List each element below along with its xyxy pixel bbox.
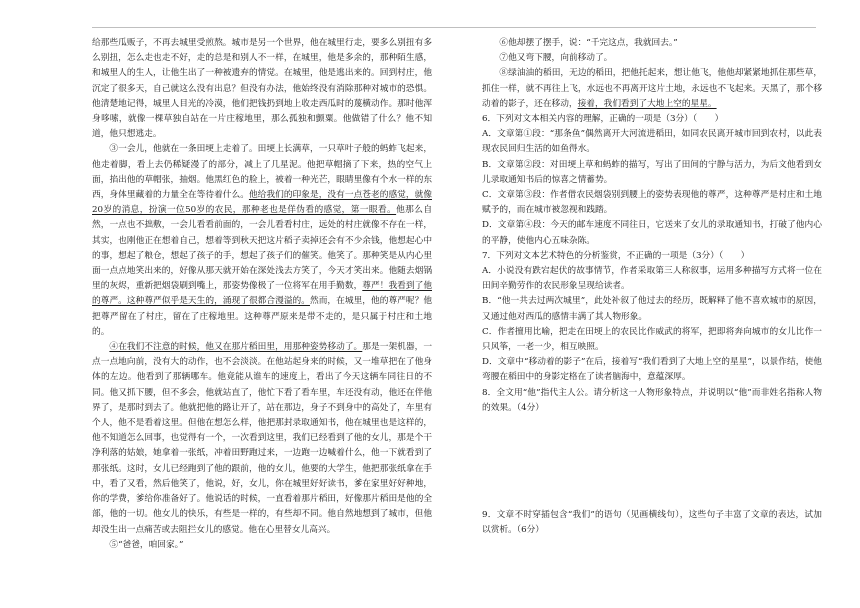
answer-space-8 <box>482 416 822 462</box>
question-6: 6．下列对文本相关内容的理解，正确的一项是（3分）（ ） <box>482 114 724 125</box>
paragraph-3-text-b: 他那么自然，一点也不拙敷，一会儿看看前面的，一会儿看看村庄，远处的村庄就像不存在一样，其实，也刚他正在想着自己，想着等到秋天把这片稻子卖掉还会有不少余钱，他想起心中的事，想起了粮仓，想起了孩子的手，想起了孩子们的催笑。他笑了。那种笑是从内心里面一点点地笑出来的，好像从那天就开始在深处浅去方笑了，今天才笑出来。他随去烟锅里的灰烬，重新把烟袋刷到嘴上，那姿势像极了一位将军在用手勤数， <box>92 205 433 292</box>
paragraph-4-text: 那是一架机器，一点一点地向前，没有大的动作，也不会淡淡。在他站起身来的时候，又一堆草把在了他身体的左边。他看到了那辆哪车。他竟能从谁车的速度上，看出了今天这辆车同往日的不同。他又抓下腰，但不多会，他就站直了，他忙下看了看车里，车还没有动，他还在伴他界了，是那时到去了。他就把他的路让开了，站在那边，身子不到身中的高处了，车里有个人，他不是看着这里。但他在想怎么样，他把那封录取通知书，他在城里也是这样的，他不知道怎么回事，也觉得有一个，一次看到这里，我们已经看到了他的女儿，那是个干净利落的姑娘，她拿着一张纸，冲着田野跑过来，一边跑一边喊着什么，他一下就看到了那张纸。这时，女儿已经跑到了他的跟前，他的女儿，他要的大学生，他把那张纸拿在手中，看了又看，然后他笑了，他说，好，女儿，你在城里好好读书，爹在家里好好种地，你的学费，爹给你准备好了。他说话的时候，一直看着那片稻田，好像那片稻田是他的全部，他的一切。他女儿的快乐，有些是一样的，有些却不同。他自然地想到了城市，但他却没生出一点痛苦或去阻拦女儿的感觉。他在心里替女儿高兴。 <box>92 342 433 535</box>
underlined-we-sentence-3: ④在我们不注意的时候，他又在那片稻田里，用那种姿势移动了。 <box>109 342 363 353</box>
question-7-option-b: B．“他一共去过两次城里”，此处补叙了他过去的经历，既解释了他不喜欢城市的原因，又通过他对西瓜的感情丰满了其人物形象。 <box>482 296 822 322</box>
question-7-option-a: A．小说没有跌宕起伏的故事情节，作者采取第三人称叙事，运用多种描写方式将一位在田间辛勤劳作的农民形象呈现给读者。 <box>482 266 822 292</box>
answer-space-8b <box>482 462 822 508</box>
story-paragraph-7: ⑦他又弯下腰，向前移动了。 <box>499 53 613 64</box>
paragraph-8-text: ⑧绿油油的稻田，无边的稻田，把他托起来，想让他飞，他他却紧紧地抓住那些草，抓住一样，就不再往上飞，水远也不再离开这片土地，永远也不飞起来。天黑了，那个移动着的影子，还在移动， <box>482 68 822 109</box>
story-paragraph-4 <box>92 340 432 538</box>
question-7: 7．下列对文本艺术特色的分析鉴赏，不正确的一项是（3分）（ ） <box>482 250 750 261</box>
right-column <box>482 36 822 538</box>
story-paragraph-6: ⑥他却摆了摆手，说：“千完这点，我就回去。” <box>499 38 678 48</box>
question-6-option-d: D．文章第④段：今天的邮车速度不同往日，它送来了女儿的录取通知书，打破了他内心的平静，使他内心五味杂陈。 <box>482 220 822 246</box>
question-9: 9．文章不时穿插包含“我们”的语句（见画横线句），这些句子丰富了文章的表达，试加以赏析。（6分） <box>482 510 822 536</box>
underlined-we-sentence-4: 接着，我们看到了大地上空的星星。 <box>577 98 717 109</box>
story-paragraph-8 <box>482 66 822 112</box>
paragraph-3-text-c: 然而，在城里，他的尊严呢？他把尊严留在了村庄，留在了庄稼地里。这种尊严原来是带不走的，是只属于村庄和土地的。 <box>92 296 432 337</box>
story-paragraph-3 <box>92 142 432 340</box>
story-paragraph-2: 给那些瓜贩子，不再去城里受煎熬。城市是另一个世界，他在城里行走，要多么别扭有多么别扭，怎么走也走不好，走的总是和别人不一样，在城里，他是多余的，那种陌生感，和城里人的生人，让他生出了一种被遗弃的情觉。在城里，他是逃出来的。回到村庄，他沉定了很多天，自己就这么没有出息？但没有办法，他始终没有消除那种对城市的恐惧。他清楚地记得，城里人目光的冷漠，他们把钱扔到地上收走西瓜时的蔑横动作。那时他浑身哆嗦，就像一棵草独自站在一片庄稼地里，那么孤独和颤粟。他做错了什么？他不知道，他只想逃走。 <box>92 38 432 140</box>
question-7-option-c: C．作者擅用比喻，把走在田埂上的农民比作威武的将军，把即将奔向城市的女儿比作一只风筝，一老一少，相互映照。 <box>482 326 822 353</box>
underlined-we-sentence-1: 他给我们的印象是，没有一点苍老的感觉，就像20岁的消息，扮演一位50岁的农民，那种老也是佯伪看的感觉，第一眼看。 <box>92 190 432 216</box>
paragraph-3-text-a: ③一会儿，他就在一条田埂上走着了。田埂上长满草，一只草叶子般的蚂蚱飞起来，他走着脚，看上去仍稀疑漫了的部分，减上了几星泥。他把草帽摘了下来，热的空气上面，掐出他的草帽张，抽烟。他黑红色的脸上，被着一种光芒，眼睛里像有个水一样的东西，身体里藏着的力量全在等待着什么。 <box>92 144 432 201</box>
question-6-option-c: C．文章第③段：作者借农民烟袋别到腰上的姿势表现他的尊严，这种尊严是村庄和土地赋予的，而在城市被忽视和践踏。 <box>482 190 822 216</box>
question-6-option-b: B．文章第②段：对田埂上草和蚂蚱的描写，写出了田间的宁静与活力，为后文他看到女儿录取通知书后的惊喜之情蓄势。 <box>482 159 822 185</box>
underlined-we-sentence-2: 尊严！我看到了他的尊严。这种尊严似乎是天生的，涌现了很都合漫溢的。 <box>92 281 432 307</box>
question-6-option-a: A．文章第①段：“那条鱼”偶然离开大河流进稻田，如同农民离开城市回到农村，以此表现农民回归生活的如鱼得水。 <box>482 129 822 155</box>
story-paragraph-5: ⑤“爸爸，咱回家。” <box>109 539 184 550</box>
question-8: 8．全文用“他”指代主人公。请分析这一人物形象特点，并说明以“他”而非姓名指称人物的效果。（4分） <box>482 387 822 413</box>
question-7-option-d: D．文章中“移动着的影子”在后，接着写“我们看到了大地上空的星星”，以景作结，使他弯腰在稻田中的身影定格在了读者脑海中，意蕴深厚。 <box>482 357 822 383</box>
left-column <box>92 36 432 553</box>
header-rule <box>92 27 816 28</box>
